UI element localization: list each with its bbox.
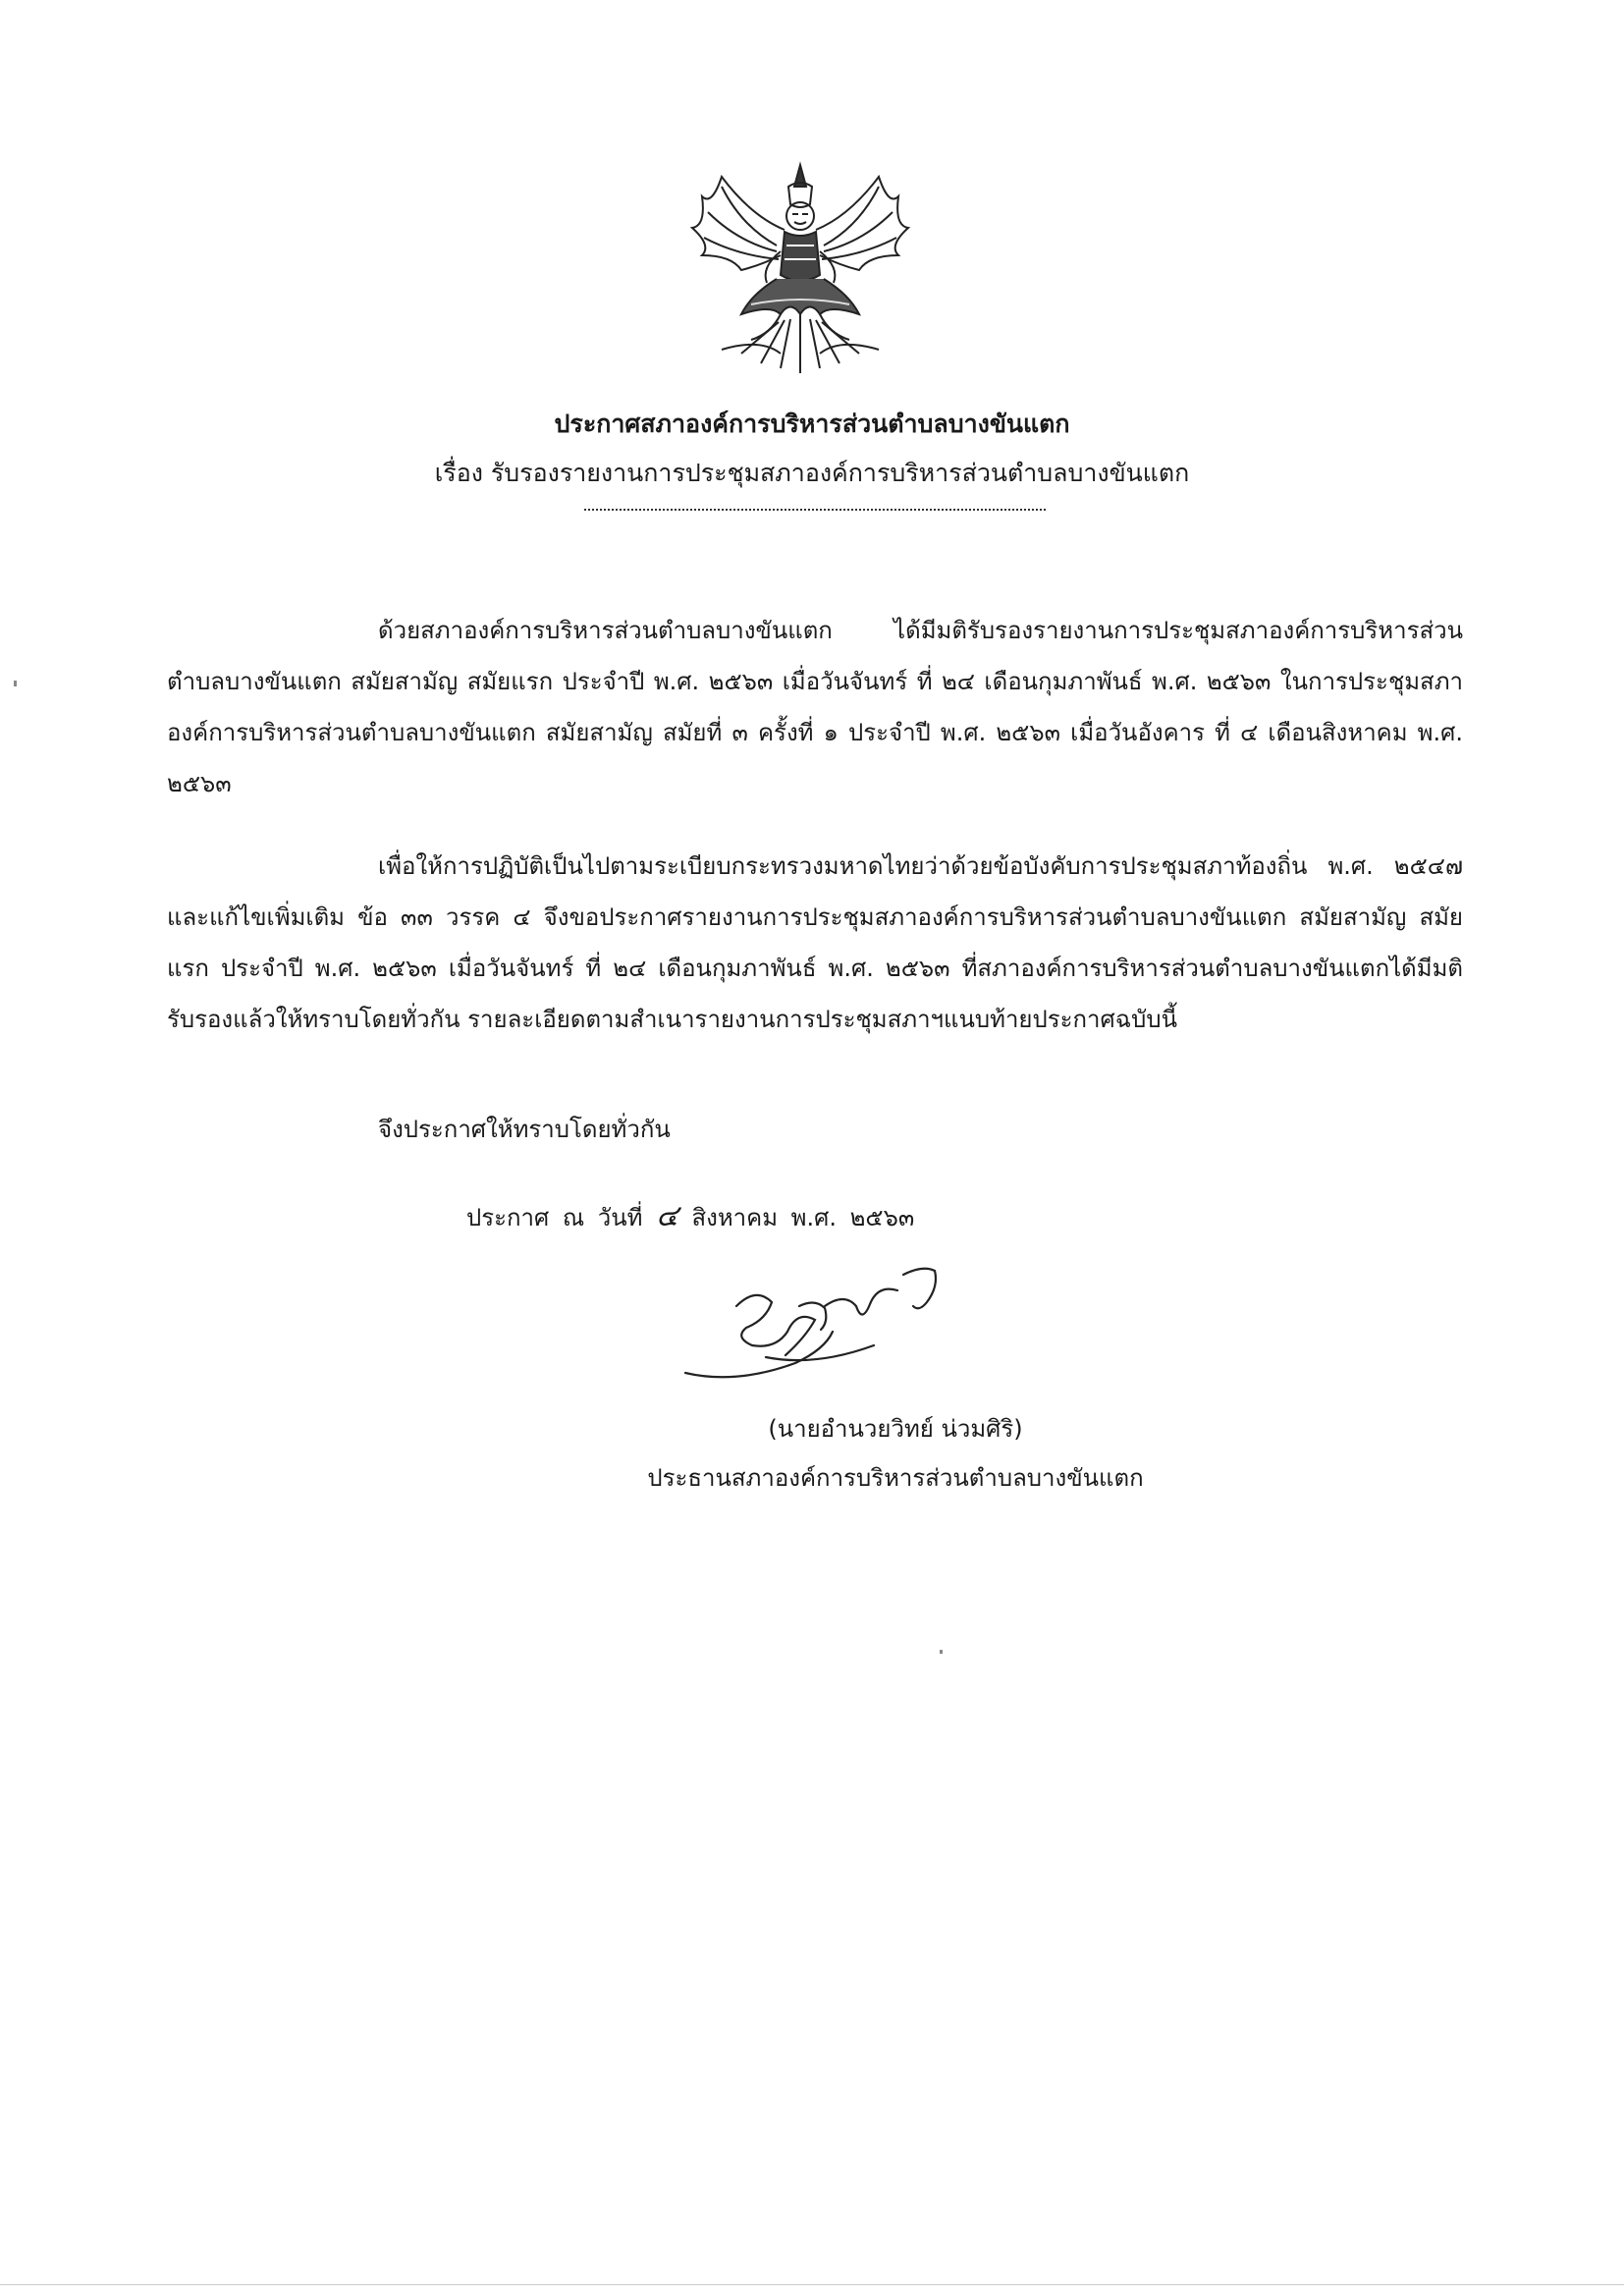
announcement-date [466,1193,914,1239]
signer-name: (นายอำนวยวิทย์ น่วมศิริ) [768,1415,1023,1443]
signer-position: ประธานสภาองค์การบริหารส่วนตำบลบางขันแตก [647,1464,1144,1492]
scan-artifact [0,2284,1624,2285]
scan-artifact [940,1650,943,1654]
document-subject: เรื่อง รับรองรายงานการประชุมสภาองค์การบริหารส่วนตำบลบางขันแตก [434,459,1190,487]
date-rest: สิงหาคม พ.ศ. ๒๕๖๓ [691,1204,915,1231]
divider [584,509,1046,511]
paragraph-2: เพื่อให้การปฏิบัติเป็นไปตามระเบียบกระทรวงมหาดไทยว่าด้วยข้อบังคับการประชุมสภาท้องถิ่น พ.ศ. ๒๕๔๗ และแก้ไขเพิ่มเติม ข้อ ๓๓ วรรค ๔ จึงขอประกาศรายงานการประชุมสภาองค์การบริหารส่วนตำบลบางขันแตก สมัยสามัญ สมัยแรก ประจำปี พ.ศ. ๒๕๖๓ เมื่อวันจันทร์ ที่ ๒๔ เดือนกุมภาพันธ์ พ.ศ. ๒๕๖๓ ที่สภาองค์การบริหารส่วนตำบลบางขันแตกได้มีมติรับรองแล้วให้ทราบโดยทั่วกัน รายละเอียดตามสำเนารายงานการประชุมสภาฯแนบท้ายประกาศฉบับนี้ [167,852,1463,1033]
signature-icon [677,1247,962,1394]
closing-statement: จึงประกาศให้ทราบโดยทั่วกัน [378,1116,671,1143]
date-prefix: ประกาศ ณ วันที่ [466,1204,643,1231]
garuda-emblem-icon [682,157,918,378]
scan-artifact [14,681,17,686]
paragraph-1: ด้วยสภาองค์การบริหารส่วนตำบลบางขันแตก ได้มีมติรับรองรายงานการประชุมสภาองค์การบริหารส่วนตำบลบางขันแตก สมัยสามัญ สมัยแรก ประจำปี พ.ศ. ๒๕๖๓ เมื่อวันจันทร์ ที่ ๒๔ เดือนกุมภาพันธ์ พ.ศ. ๒๕๖๓ ในการประชุมสภาองค์การบริหารส่วนตำบลบางขันแตก สมัยสามัญ สมัยที่ ๓ ครั้งที่ ๑ ประจำปี พ.ศ. ๒๕๖๓ เมื่อวันอังคาร ที่ ๔ เดือนสิงหาคม พ.ศ. ๒๕๖๓ [167,617,1463,797]
date-day: ๔ [656,1199,678,1233]
document-title: ประกาศสภาองค์การบริหารส่วนตำบลบางขันแตก [554,410,1070,438]
